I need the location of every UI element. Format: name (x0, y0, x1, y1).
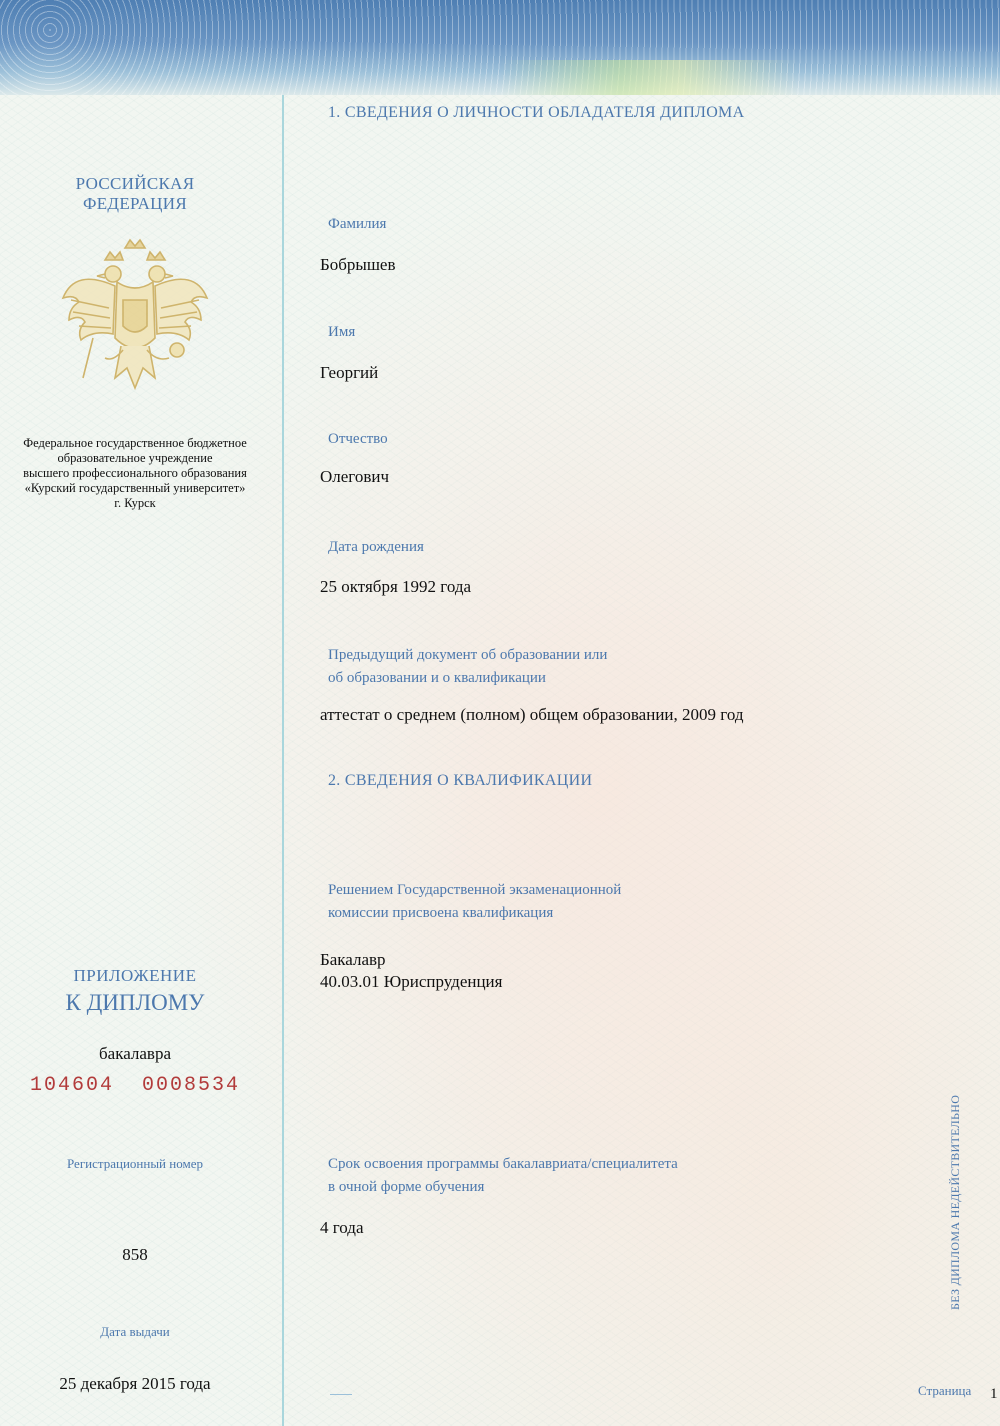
birth-date-value: 25 октября 1992 года (320, 577, 472, 596)
registration-number: 858 (122, 1245, 148, 1264)
issue-date: 25 декабря 2015 года (59, 1374, 211, 1393)
previous-document-label-line: об образовании и о квалификации (328, 670, 546, 686)
supplement-subtitle: К ДИПЛОМУ (65, 990, 205, 1015)
study-duration-label-line: Срок освоения программы бакалавриата/специалитета (328, 1156, 678, 1172)
section-2-title: 2. СВЕДЕНИЯ О КВАЛИФИКАЦИИ (328, 772, 593, 789)
study-duration-value: 4 года (320, 1218, 364, 1237)
surname-label: Фамилия (328, 216, 387, 232)
decorative-band-accent (500, 60, 800, 95)
double-headed-eagle-icon (55, 238, 215, 403)
qualification-specialty: 40.03.01 Юриспруденция (320, 972, 503, 991)
qualification-value (320, 949, 502, 993)
birth-date-label: Дата рождения (328, 539, 424, 555)
surname-value: Бобрышев (320, 255, 396, 274)
qualification-label (328, 879, 621, 925)
serial-number: 104604 0008534 (29, 1074, 241, 1097)
qualification-title: Бакалавр (320, 950, 386, 969)
name-label: Имя (328, 324, 356, 340)
country-name (0, 174, 270, 214)
university-line: Федеральное государственное бюджетное (23, 436, 247, 450)
column-divider (282, 95, 284, 1426)
validity-note: БЕЗ ДИПЛОМА НЕДЕЙСТВИТЕЛЬНО (948, 1094, 962, 1310)
issue-date-label: Дата выдачи (100, 1324, 170, 1339)
degree-level: бакалавра (99, 1044, 171, 1063)
registration-number-label: Регистрационный номер (67, 1156, 203, 1171)
country-line-1: РОССИЙСКАЯ (75, 174, 195, 193)
section-1-title: 1. СВЕДЕНИЯ О ЛИЧНОСТИ ОБЛАДАТЕЛЯ ДИПЛОМА (328, 104, 745, 121)
study-duration-label (328, 1153, 678, 1199)
study-duration-label-line: в очной форме обучения (328, 1179, 485, 1195)
university-line: образовательное учреждение (57, 451, 213, 465)
supplement-title: ПРИЛОЖЕНИЕ (73, 966, 197, 985)
previous-document-label-line: Предыдущий документ об образовании или (328, 647, 608, 663)
university-city: г. Курск (114, 496, 156, 510)
university-line: «Курский государственный университет» (24, 481, 246, 495)
qualification-label-line: комиссии присвоена квалификация (328, 905, 554, 921)
university-name (0, 436, 270, 511)
qualification-label-line: Решением Государственной экзаменационной (328, 882, 622, 898)
previous-document-value: аттестат о среднем (полном) общем образовании, 2009 год (320, 705, 744, 724)
previous-document-label (328, 644, 607, 690)
page-label: Страница (918, 1383, 972, 1398)
patronymic-label: Отчество (328, 431, 388, 447)
patronymic-value: Олегович (320, 467, 390, 486)
country-line-2: ФЕДЕРАЦИЯ (83, 194, 187, 213)
page-mark-line (330, 1394, 352, 1395)
name-value: Георгий (320, 363, 379, 382)
university-line: высшего профессионального образования (23, 466, 247, 480)
page-number: 1 (990, 1386, 998, 1402)
